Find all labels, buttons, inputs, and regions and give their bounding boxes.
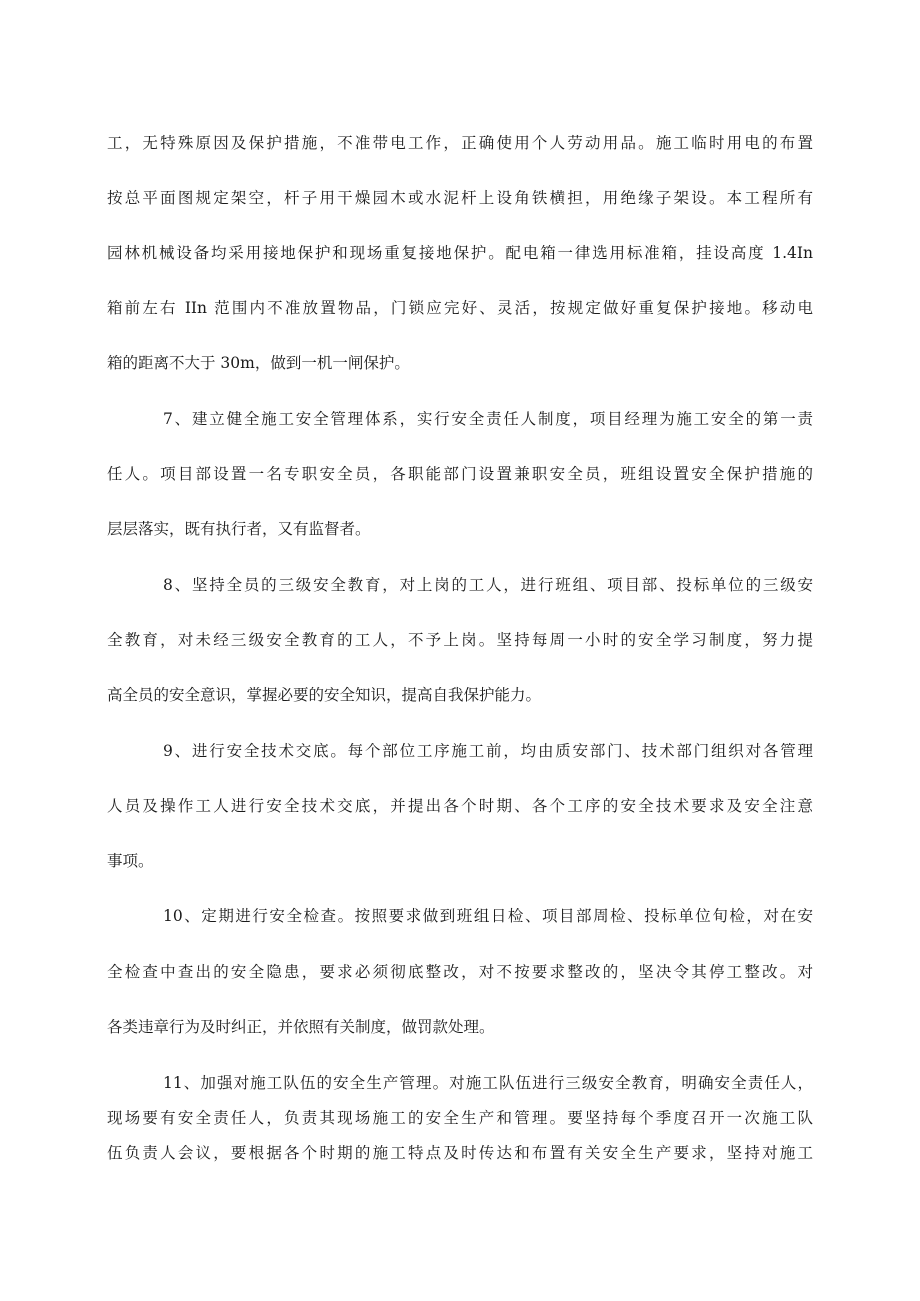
paragraph-10-first-line: 10、定期进行安全检查。按照要求做到班组日检、项目部周检、投标单位旬检，对在安 (163, 907, 813, 925)
text-line: 园林机械设备均采用接地保护和现场重复接地保护。配电箱一律选用标准箱，挂设高度 1.4In (107, 244, 813, 262)
text-line: 事项。 (107, 852, 154, 870)
text-line: 全检查中查出的安全隐患，要求必须彻底整改，对不按要求整改的，坚决令其停工整改。对 (107, 963, 813, 981)
paragraph-7-first-line: 7、建立健全施工安全管理体系，实行安全责任人制度，项目经理为施工安全的第一责 (163, 410, 813, 428)
paragraph-9-first-line: 9、进行安全技术交底。每个部位工序施工前，均由质安部门、技术部门组织对各管理 (163, 742, 813, 760)
text-line: 层层落实，既有执行者，又有监督者。 (107, 520, 371, 538)
paragraph-11-first-line: 11、加强对施工队伍的安全生产管理。对施工队伍进行三级安全教育，明确安全责任人， (163, 1074, 813, 1092)
text-line: 工，无特殊原因及保护措施，不准带电工作，正确使用个人劳动用品。施工临时用电的布置 (107, 134, 813, 152)
text-line: 现场要有安全责任人，负责其现场施工的安全生产和管理。要坚持每个季度召开一次施工队 (107, 1109, 813, 1127)
text-line: 伍负责人会议，要根据各个时期的施工特点及时传达和布置有关安全生产要求，坚持对施工 (107, 1144, 813, 1162)
paragraph-8-first-line: 8、坚持全员的三级安全教育，对上岗的工人，进行班组、项目部、投标单位的三级安 (163, 576, 813, 594)
text-line: 人员及操作工人进行安全技术交底，并提出各个时期、各个工序的安全技术要求及安全注意 (107, 797, 813, 815)
text-line: 全教育，对未经三级安全教育的工人，不予上岗。坚持每周一小时的安全学习制度，努力提 (107, 631, 813, 649)
text-line: 箱前左右 IIn 范围内不准放置物品，门锁应完好、灵活，按规定做好重复保护接地。移动电 (107, 299, 813, 317)
text-line: 任人。项目部设置一名专职安全员，各职能部门设置兼职安全员，班组设置安全保护措施的 (107, 465, 813, 483)
text-line: 各类违章行为及时纠正，并依照有关制度，做罚款处理。 (107, 1018, 495, 1036)
text-line: 箱的距离不大于 30m，做到一机一闸保护。 (107, 354, 410, 372)
text-line: 按总平面图规定架空，杆子用干燥园木或水泥杆上设角铁横担，用绝缘子架设。本工程所有 (107, 189, 813, 207)
text-line: 高全员的安全意识，掌握必要的安全知识，提高自我保护能力。 (107, 686, 542, 704)
